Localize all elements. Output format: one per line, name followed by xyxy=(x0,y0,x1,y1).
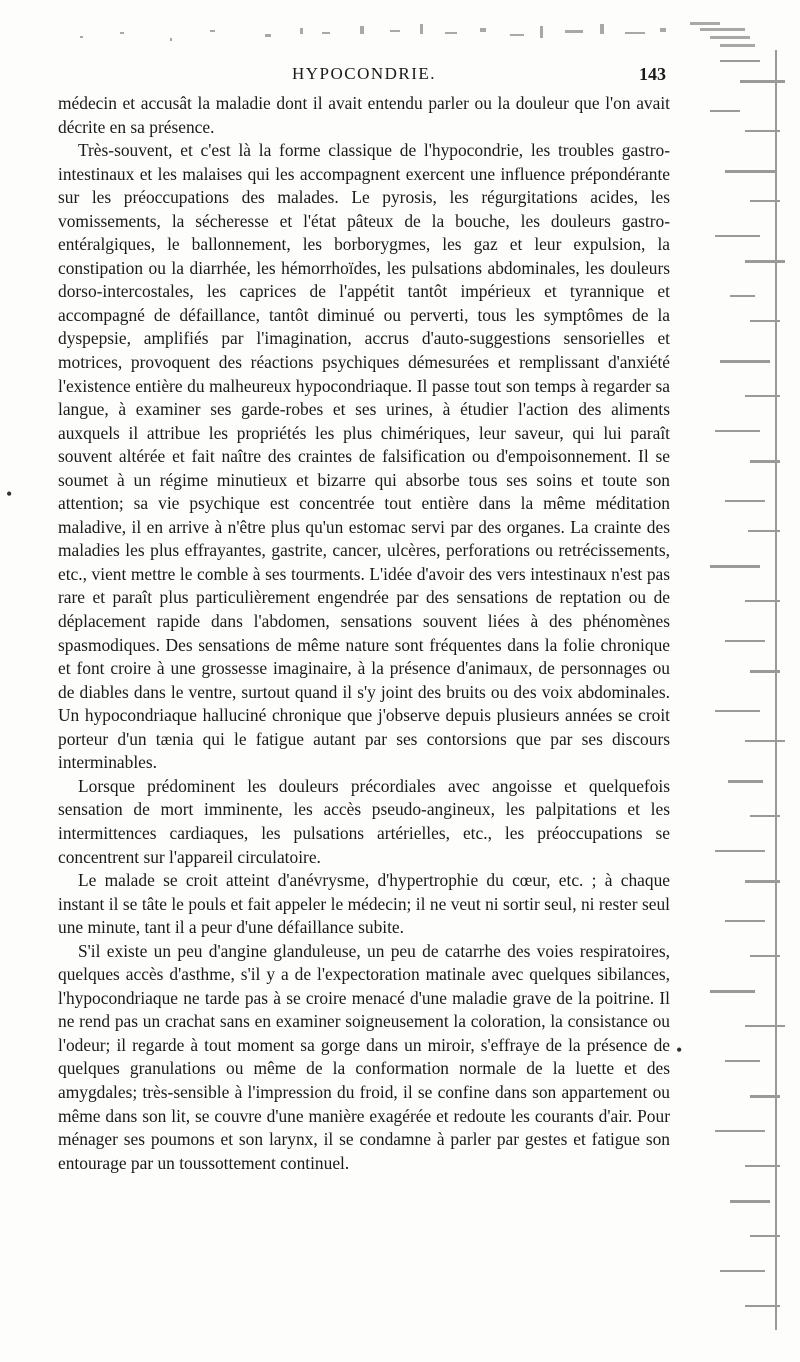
paragraph-1: médecin et accusât la maladie dont il avait entendu parler ou la douleur que l'on avait décrite en sa présence. xyxy=(58,93,670,137)
page-number: 143 xyxy=(639,64,666,84)
paragraph-5: S'il existe un peu d'angine glanduleuse, un peu de catarrhe des voies respiratoires, quelques accès d'asthme, s'il y a de l'expectoration matinale avec quelques sibilances, l'hypocondriaque ne tarde pas à se croire menacé d'une maladie grave de la poitrine. Il ne rend pas un crachat sans en examiner soigneusement la coloration, la consistance ou l'odeur; il regarde à tout moment sa gorge dans un miroir, s'effraye de la présence de quelques granulations ou même de la conformation normale de la luette et des amygdales; très-sensible à l'impression du froid, il se confine dans son appartement ou même dans son lit, se couvre d'une manière exagérée et redoute les courants d'air. Pour ménager ses poumons et son larynx, il se condamne à parler par gestes et fatigue son entourage par un toussottement continuel. xyxy=(58,940,670,1173)
page-header xyxy=(58,64,670,90)
running-head: HYPOCONDRIE. xyxy=(291,64,437,83)
body-text xyxy=(58,92,670,1175)
stray-ink-dot: • xyxy=(676,1040,683,1060)
paragraph-4: Le malade se croit atteint d'anévrysme, d'hypertrophie du cœur, etc. ; à chaque instant il se tâte le pouls et fait appeler le médecin; il ne veut ni sortir seul, ni rester seul une minute, tant il a peur d'une défaillance subite. xyxy=(58,870,670,938)
right-margin-bleed-through-decoration xyxy=(690,20,790,1340)
stray-ink-dot: • xyxy=(6,484,13,504)
top-bleed-through-decoration xyxy=(60,18,760,58)
paragraph-3: Lorsque prédominent les douleurs précordiales avec angoisse et quelquefois sensation de mort imminente, les accès pseudo-angineux, les palpitations et les intermittences cardiaques, les pulsations artérielles, etc., les préoccupations se concentrent sur l'appareil circulatoire. xyxy=(58,775,670,867)
paragraph-2: Très-souvent, et c'est là la forme classique de l'hypocondrie, les troubles gastro-intestinaux et les malaises qui les accompagnent exercent une influence prépondérante sur les préoccupations des malades. Le pyrosis, les régurgitations acides, les vomissements, la sécheresse et l'état pâteux de la bouche, les douleurs gastro-entéralgiques, le ballonnement, les borborygmes, les gaz et leur expulsion, la constipation ou la diarrhée, les hémorrhoïdes, les pulsations abdominales, les douleurs dorso-intercostales, les caprices de l'appétit tantôt impérieux et tyrannique et accompagné de défaillance, tantôt diminué ou perverti, tous les symptômes de la dyspepsie, amplifiés par l'imagination, accrus d'auto-suggestions sensorielles et motrices, provoquent des réactions psychiques démesurées et remplissant d'anxiété l'existence entière du malheureux hypocondriaque. Il passe tout son temps à regarder sa langue, à examiner ses garde-robes et ses urines, à étudier l'action des aliments auxquels il attribue les propriétés les plus chimériques, leur saveur, qui lui paraît souvent altérée et fait naître des craintes de falsification ou d'empoisonnement. Il se soumet à un régime minutieux et bizarre qui absorbe tous ses soins et toute son attention; sa vie psychique est concentrée tout entière dans la même méditation maladive, il en arrive à n'être plus qu'un estomac servi par des organes. La crainte des maladies les plus effrayantes, gastrite, cancer, ulcères, perforations ou retrécissements, etc., vient mettre le comble à ses tourments. L'idée d'avoir des vers intestinaux n'est pas rare et paraît plus particulièrement engendrée par des sensations de reptation ou de déplacement rapide dans l'abdomen, sensations souvent liées à des phénomènes spasmodiques. Des sensations de même nature sont fréquentes dans la folie chronique et font croire à une grossesse imaginaire, à la présence d'animaux, de personnages ou de diables dans le ventre, surtout quand il s'y joint des bruits ou des voix abdominales. Un hypocondriaque halluciné chronique que j'observe depuis plusieurs années se croit porteur d'un tænia qui le fatigue autant par ses contorsions que par ses discours interminables. xyxy=(58,140,670,773)
